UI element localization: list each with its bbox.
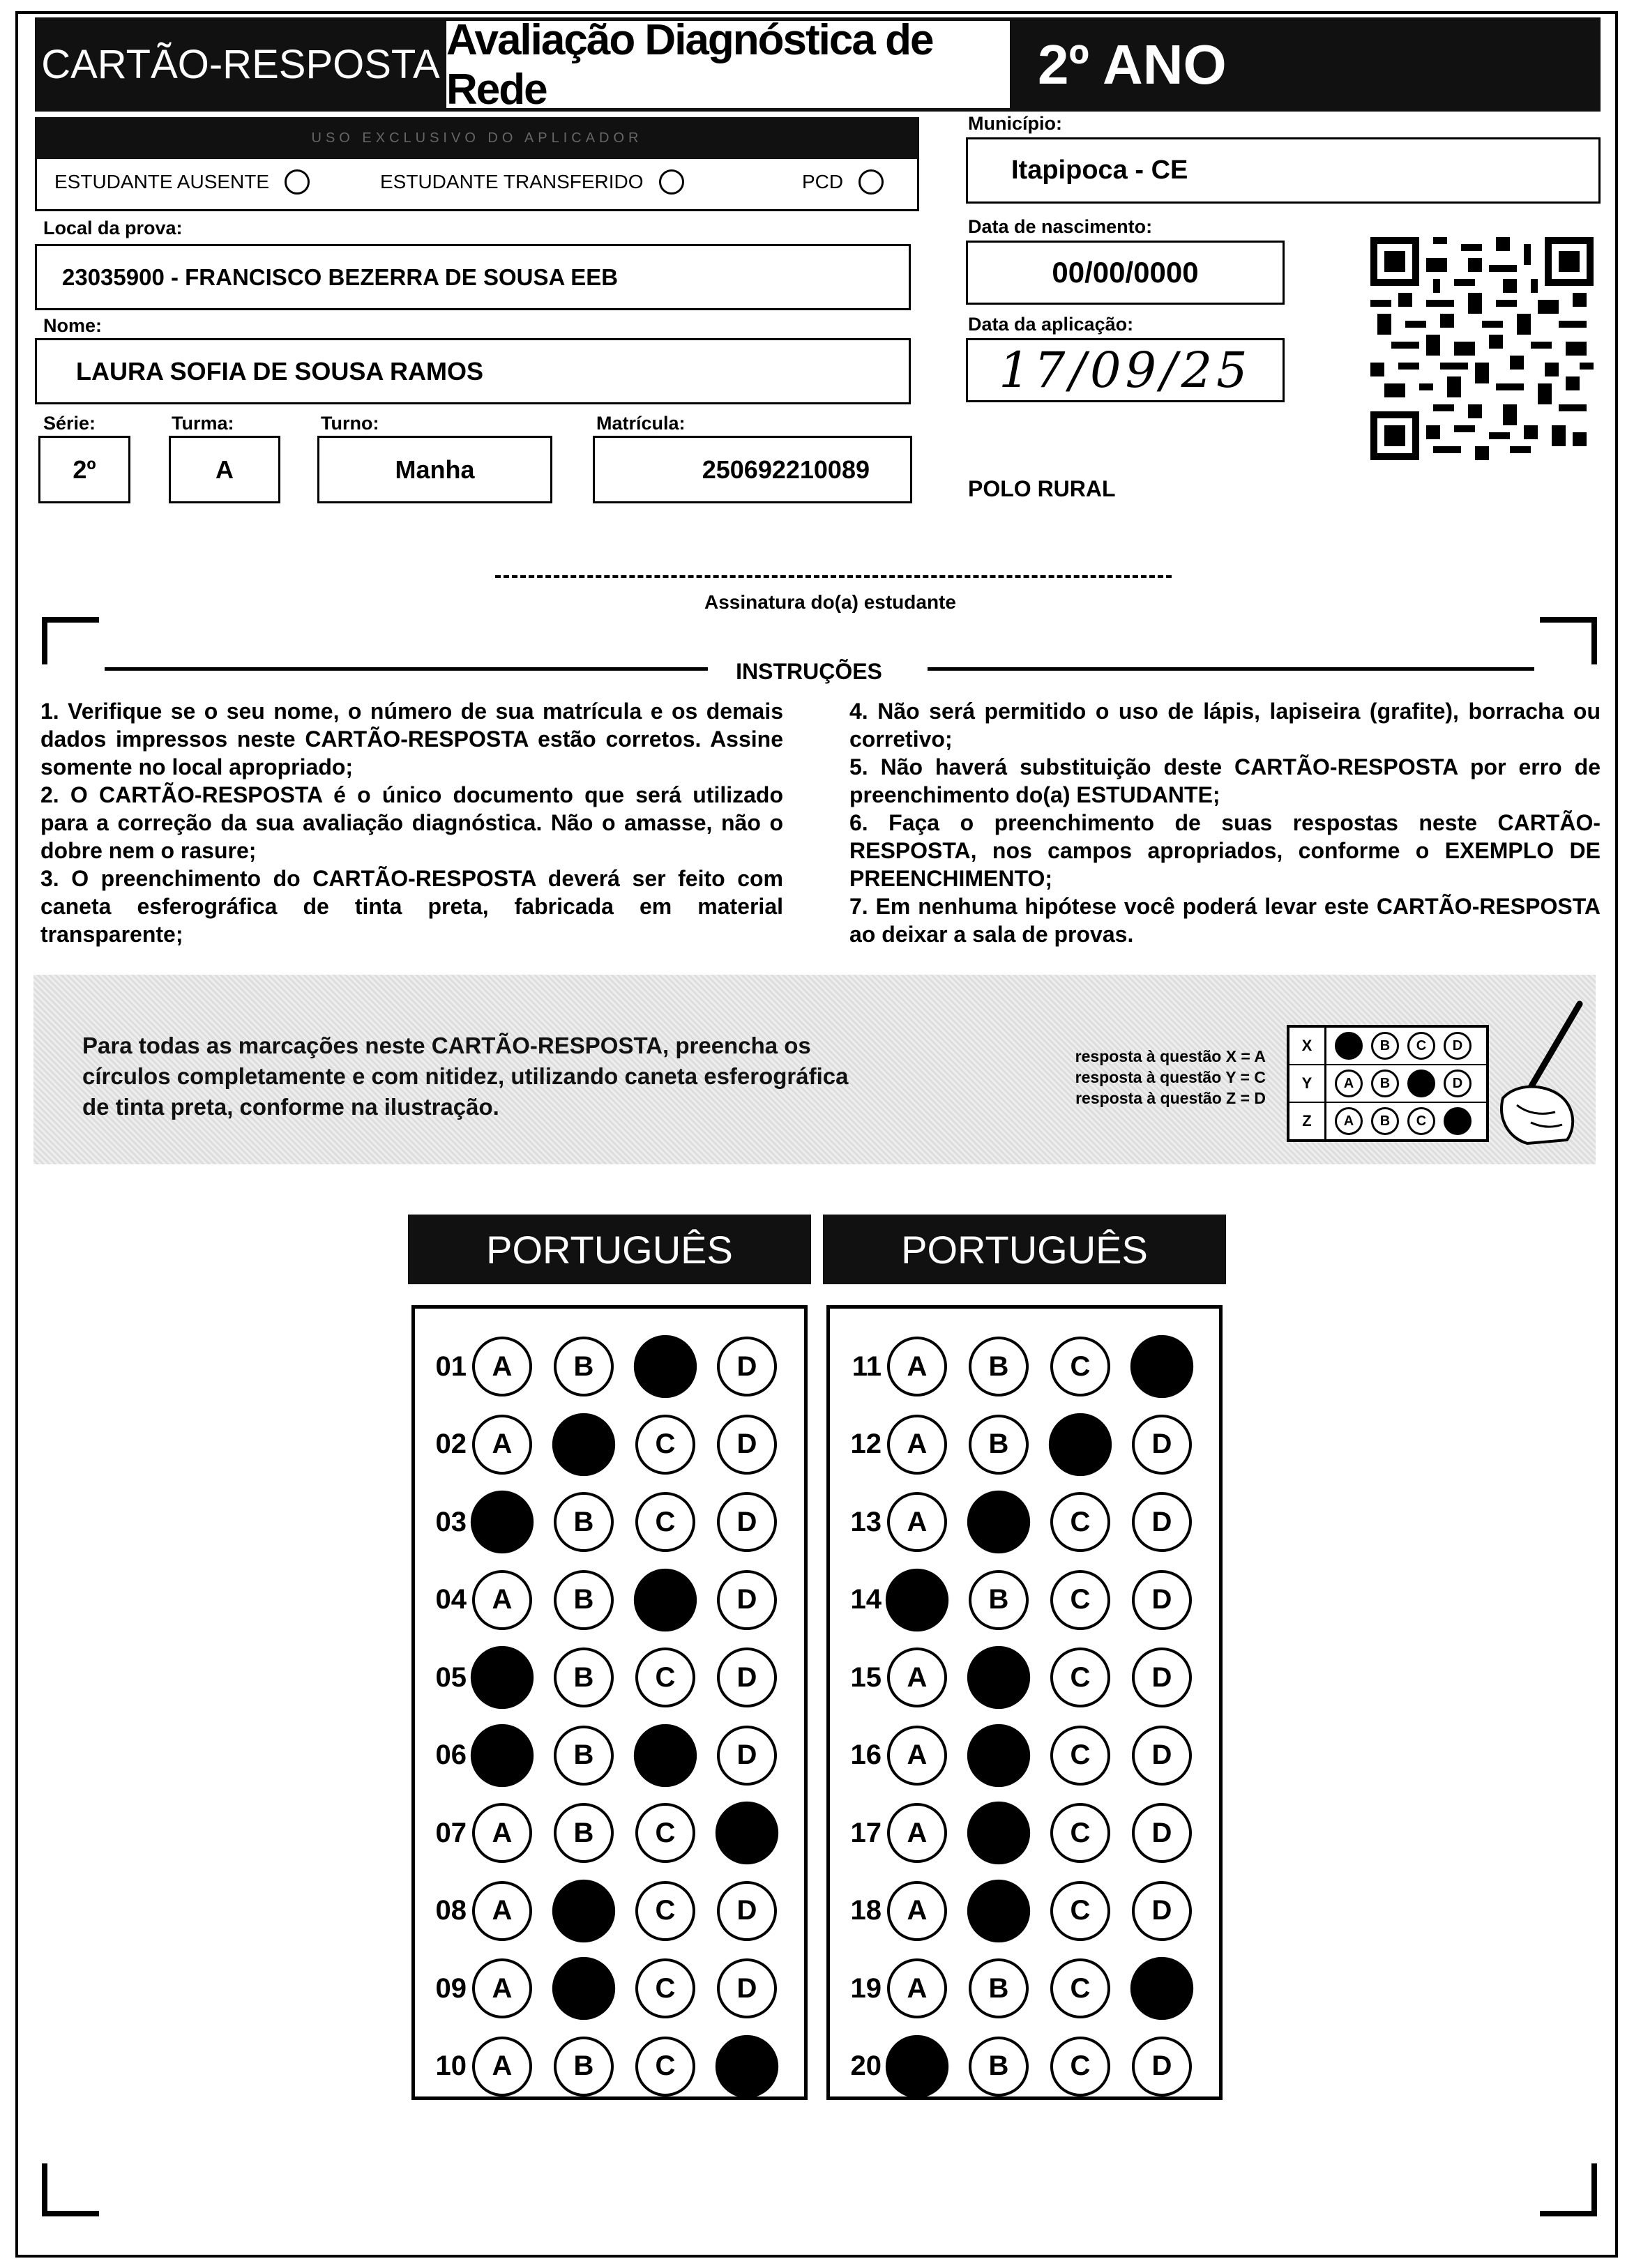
answer-bubble-c[interactable]: C bbox=[635, 1647, 695, 1707]
answer-bubble-b[interactable]: B bbox=[554, 1726, 614, 1786]
evaluation-title: Avaliação Diagnóstica de Rede bbox=[446, 21, 1010, 108]
example-bubble-b: B bbox=[1371, 1032, 1399, 1060]
instruction-5: 5. Não haverá substituição deste CARTÃO-RESPOSTA por erro de preenchimento do(a) ESTUDANTE; bbox=[849, 754, 1601, 807]
instructions-rule-left bbox=[105, 667, 708, 671]
example-bubble-a: A bbox=[1335, 1070, 1363, 1097]
question-number: 14 bbox=[850, 1584, 882, 1615]
question-row bbox=[830, 1333, 1213, 1400]
example-question-label: X bbox=[1289, 1028, 1326, 1064]
answer-bubble-d[interactable]: D bbox=[1132, 1881, 1192, 1941]
answer-bubble-a[interactable]: A bbox=[472, 1415, 532, 1475]
answer-bubble-c[interactable]: C bbox=[1050, 1337, 1110, 1396]
name-label: Nome: bbox=[43, 315, 103, 336]
question-number: 08 bbox=[435, 1895, 467, 1926]
section-title: PORTUGUÊS bbox=[823, 1215, 1226, 1284]
example-bubble-a bbox=[1335, 1032, 1363, 1060]
serie-field bbox=[38, 436, 130, 503]
absent-label: ESTUDANTE AUSENTE bbox=[54, 171, 270, 192]
answer-bubble-d[interactable]: D bbox=[1132, 1726, 1192, 1786]
example-bubble-a: A bbox=[1335, 1107, 1363, 1135]
question-row bbox=[830, 1955, 1213, 2022]
answer-bubble-b[interactable]: B bbox=[969, 1958, 1029, 2018]
question-number: 06 bbox=[435, 1740, 467, 1770]
answer-bubble-a[interactable] bbox=[471, 1491, 534, 1553]
answer-bubble-b[interactable] bbox=[967, 1646, 1030, 1709]
local-label: Local da prova: bbox=[43, 218, 183, 238]
answer-bubble-d[interactable] bbox=[1130, 1335, 1193, 1398]
answer-box bbox=[411, 1305, 808, 2100]
answer-bubble-c[interactable]: C bbox=[1050, 1570, 1110, 1630]
absent-radio[interactable] bbox=[285, 169, 310, 195]
answer-bubble-b[interactable]: B bbox=[554, 1803, 614, 1863]
aplicacao-handwritten: 17/09/25 bbox=[999, 342, 1252, 399]
name-value: LAURA SOFIA DE SOUSA RAMOS bbox=[76, 356, 484, 386]
question-row bbox=[415, 1722, 799, 1789]
example-bubble-c: C bbox=[1407, 1032, 1435, 1060]
instruction-4: 4. Não será permitido o uso de lápis, lapiseira (grafite), borracha ou corretivo; bbox=[849, 699, 1601, 752]
answer-bubble-c[interactable]: C bbox=[635, 2037, 695, 2096]
turno-label: Turno: bbox=[321, 413, 379, 434]
answer-bubble-d[interactable]: D bbox=[1132, 2037, 1192, 2096]
answer-bubble-d[interactable] bbox=[716, 2034, 778, 2097]
corner-bottom-left bbox=[42, 2163, 99, 2216]
turno-field bbox=[317, 436, 552, 503]
example-question-label: Z bbox=[1289, 1103, 1326, 1139]
nascimento-label: Data de nascimento: bbox=[968, 216, 1153, 237]
matricula-label: Matrícula: bbox=[596, 413, 686, 434]
section-title: PORTUGUÊS bbox=[408, 1215, 811, 1284]
answer-bubble-d[interactable]: D bbox=[717, 1726, 777, 1786]
example-row bbox=[1289, 1028, 1486, 1065]
fill-example-legend bbox=[973, 1046, 1266, 1109]
answer-bubble-c[interactable] bbox=[634, 1723, 697, 1786]
fill-example-grid bbox=[1287, 1025, 1489, 1142]
answer-bubble-a[interactable]: A bbox=[472, 1803, 532, 1863]
question-row bbox=[830, 1722, 1213, 1789]
instructions-title: INSTRUÇÕES bbox=[736, 659, 882, 684]
question-number: 19 bbox=[850, 1972, 882, 2004]
example-row bbox=[1289, 1103, 1486, 1139]
answer-bubble-c[interactable]: C bbox=[635, 1492, 695, 1552]
question-number: 15 bbox=[850, 1661, 882, 1693]
answer-bubble-d[interactable] bbox=[716, 1802, 778, 1864]
example-bubble-d: D bbox=[1444, 1070, 1472, 1097]
question-row bbox=[415, 2033, 799, 2100]
instruction-2: 2. O CARTÃO-RESPOSTA é o único documento que será utilizado para a correção da sua avaliação diagnóstica. Não o amasse, não o dobre nem o rasure; bbox=[40, 782, 783, 863]
municipio-value: Itapipoca - CE bbox=[1011, 155, 1188, 185]
example-bubble-b: B bbox=[1371, 1107, 1399, 1135]
pcd-radio[interactable] bbox=[858, 169, 884, 195]
answer-bubble-b[interactable]: B bbox=[554, 1647, 614, 1707]
answer-bubble-d[interactable]: D bbox=[1132, 1570, 1192, 1630]
matricula-field bbox=[593, 436, 912, 503]
question-row bbox=[415, 1333, 799, 1400]
question-number: 03 bbox=[435, 1506, 467, 1537]
question-number: 20 bbox=[850, 2050, 882, 2081]
turma-label: Turma: bbox=[172, 413, 234, 434]
answer-bubble-a[interactable]: A bbox=[887, 1958, 947, 2018]
answer-bubble-a[interactable] bbox=[886, 1568, 948, 1631]
instruction-7: 7. Em nenhuma hipótese você poderá levar este CARTÃO-RESPOSTA ao deixar a sala de provas. bbox=[849, 894, 1601, 947]
question-number: 05 bbox=[435, 1661, 467, 1693]
instruction-1: 1. Verifique se o seu nome, o número de sua matrícula e os demais dados impressos neste CARTÃO-RESPOSTA estão corretos. Assine somente no local apropriado; bbox=[40, 699, 783, 779]
local-value: 23035900 - FRANCISCO BEZERRA DE SOUSA EEB bbox=[62, 264, 619, 290]
answer-bubble-c[interactable]: C bbox=[635, 1803, 695, 1863]
example-bubble-d: D bbox=[1444, 1032, 1472, 1060]
question-number: 13 bbox=[850, 1506, 882, 1537]
corner-top-right bbox=[1540, 617, 1597, 664]
serie-label: Série: bbox=[43, 413, 96, 434]
answer-bubble-b[interactable]: B bbox=[969, 1415, 1029, 1475]
answer-bubble-a[interactable] bbox=[471, 1646, 534, 1709]
answer-bubble-d[interactable]: D bbox=[717, 1958, 777, 2018]
answer-bubble-c[interactable]: C bbox=[1050, 1647, 1110, 1707]
question-number: 12 bbox=[850, 1429, 882, 1459]
answer-bubble-b[interactable]: B bbox=[554, 2037, 614, 2096]
nascimento-field bbox=[966, 241, 1285, 305]
pcd-option[interactable] bbox=[802, 169, 884, 195]
question-row bbox=[830, 1567, 1213, 1634]
serie-value: 2º bbox=[73, 455, 96, 484]
municipio-field bbox=[966, 137, 1601, 204]
card-title: CARTÃO-RESPOSTA bbox=[41, 42, 440, 87]
corner-bottom-right bbox=[1540, 2163, 1597, 2216]
question-number: 09 bbox=[435, 1972, 467, 2004]
question-row bbox=[830, 1644, 1213, 1711]
answer-bubble-b[interactable] bbox=[552, 1413, 615, 1475]
answer-bubble-d[interactable]: D bbox=[1132, 1647, 1192, 1707]
answer-bubble-c[interactable] bbox=[1049, 1413, 1112, 1475]
answer-bubble-b[interactable]: B bbox=[969, 1337, 1029, 1396]
answer-bubble-a[interactable]: A bbox=[472, 1881, 532, 1941]
instructions-left bbox=[40, 697, 783, 948]
polo-label: POLO RURAL bbox=[968, 476, 1116, 501]
legend-line-x: resposta à questão X = A bbox=[1075, 1047, 1266, 1065]
nascimento-value: 00/00/0000 bbox=[1052, 256, 1199, 289]
answer-bubble-a[interactable]: A bbox=[887, 1337, 947, 1396]
example-bubble-b: B bbox=[1371, 1070, 1399, 1097]
legend-line-y: resposta à questão Y = C bbox=[1075, 1068, 1266, 1086]
answer-bubble-a[interactable]: A bbox=[472, 1958, 532, 2018]
answer-bubble-c[interactable]: C bbox=[1050, 1803, 1110, 1863]
answer-bubble-a[interactable]: A bbox=[887, 1415, 947, 1475]
answer-bubble-c[interactable]: C bbox=[1050, 1492, 1110, 1552]
question-number: 11 bbox=[852, 1350, 882, 1382]
question-row bbox=[415, 1644, 799, 1711]
instruction-3: 3. O preenchimento do CARTÃO-RESPOSTA deverá ser feito com caneta esferográfica de tinta preta, fabricada em material transparente; bbox=[40, 866, 783, 947]
answer-bubble-d[interactable]: D bbox=[717, 1881, 777, 1941]
answer-bubble-b[interactable]: B bbox=[969, 1570, 1029, 1630]
answer-bubble-b[interactable] bbox=[552, 1879, 615, 1942]
pcd-label: PCD bbox=[802, 171, 844, 192]
qr-code-icon bbox=[1370, 237, 1594, 460]
aplicacao-label: Data da aplicação: bbox=[968, 314, 1134, 335]
instruction-6: 6. Faça o preenchimento de suas respostas neste CARTÃO-RESPOSTA, nos campos apropriados, conforme o EXEMPLO DE PREENCHIMENTO; bbox=[849, 810, 1601, 891]
answer-bubble-c[interactable]: C bbox=[635, 1958, 695, 2018]
fill-example-text: Para todas as marcações neste CARTÃO-RESPOSTA, preencha os círculos completamente e com nitidez, utilizando caneta esferográfica de tinta preta, conforme na ilustração. bbox=[82, 1033, 849, 1120]
question-row bbox=[415, 1955, 799, 2022]
example-bubble-d bbox=[1444, 1107, 1472, 1135]
answer-bubble-d[interactable]: D bbox=[717, 1492, 777, 1552]
signature-line[interactable] bbox=[495, 575, 1172, 578]
answer-bubble-d[interactable]: D bbox=[717, 1647, 777, 1707]
legend-line-z: resposta à questão Z = D bbox=[1075, 1089, 1266, 1107]
example-question-label: Y bbox=[1289, 1065, 1326, 1102]
answer-bubble-c[interactable] bbox=[634, 1335, 697, 1398]
municipio-label: Município: bbox=[968, 113, 1062, 134]
answer-bubble-b[interactable] bbox=[967, 1723, 1030, 1786]
question-number: 07 bbox=[435, 1817, 467, 1848]
example-row bbox=[1289, 1065, 1486, 1103]
question-number: 02 bbox=[435, 1429, 467, 1459]
answer-bubble-a[interactable]: A bbox=[887, 1647, 947, 1707]
answer-bubble-b[interactable]: B bbox=[554, 1570, 614, 1630]
answer-bubble-d[interactable]: D bbox=[1132, 1492, 1192, 1552]
answer-bubble-a[interactable] bbox=[471, 1723, 534, 1786]
answer-bubble-d[interactable]: D bbox=[717, 1415, 777, 1475]
transferred-option[interactable] bbox=[380, 169, 684, 195]
answer-bubble-b[interactable]: B bbox=[969, 2037, 1029, 2096]
answer-bubble-c[interactable]: C bbox=[1050, 1881, 1110, 1941]
turma-value: A bbox=[215, 455, 234, 484]
answer-bubble-a[interactable]: A bbox=[472, 1337, 532, 1396]
question-row bbox=[830, 1489, 1213, 1555]
corner-top-left bbox=[42, 617, 99, 664]
question-row bbox=[415, 1567, 799, 1634]
answer-bubble-c[interactable]: C bbox=[1050, 1726, 1110, 1786]
answer-bubble-a[interactable]: A bbox=[887, 1492, 947, 1552]
answer-bubble-c[interactable]: C bbox=[635, 1881, 695, 1941]
answer-bubble-c[interactable]: C bbox=[635, 1415, 695, 1475]
transferred-label: ESTUDANTE TRANSFERIDO bbox=[380, 171, 644, 192]
answer-bubble-d[interactable]: D bbox=[1132, 1803, 1192, 1863]
answer-bubble-b[interactable] bbox=[967, 1802, 1030, 1864]
answer-bubble-c[interactable] bbox=[634, 1568, 697, 1631]
answer-bubble-d[interactable]: D bbox=[1132, 1415, 1192, 1475]
instructions-right bbox=[849, 697, 1601, 948]
question-number: 17 bbox=[850, 1817, 882, 1848]
turno-value: Manha bbox=[395, 455, 475, 484]
name-field bbox=[35, 338, 911, 404]
answer-bubble-a[interactable]: A bbox=[472, 1570, 532, 1630]
answer-bubble-a[interactable]: A bbox=[887, 1881, 947, 1941]
answer-bubble-c[interactable]: C bbox=[1050, 2037, 1110, 2096]
answer-bubble-b[interactable] bbox=[967, 1491, 1030, 1553]
question-number: 04 bbox=[435, 1584, 467, 1615]
question-row bbox=[830, 2033, 1213, 2100]
answer-bubble-b[interactable] bbox=[967, 1879, 1030, 1942]
instructions-rule-right bbox=[928, 667, 1534, 671]
answer-bubble-a[interactable] bbox=[886, 2034, 948, 2097]
answer-bubble-c[interactable]: C bbox=[1050, 1958, 1110, 2018]
grade-title: 2º ANO bbox=[1038, 33, 1227, 96]
signature-label: Assinatura do(a) estudante bbox=[704, 591, 956, 613]
answer-bubble-b[interactable]: B bbox=[554, 1492, 614, 1552]
answer-bubble-a[interactable]: A bbox=[887, 1726, 947, 1786]
answer-box bbox=[826, 1305, 1223, 2100]
matricula-value: 250692210089 bbox=[702, 455, 870, 484]
answer-bubble-b[interactable] bbox=[552, 1957, 615, 2020]
answer-bubble-d[interactable] bbox=[1130, 1957, 1193, 2020]
answer-bubble-d[interactable]: D bbox=[717, 1337, 777, 1396]
example-bubble-c: C bbox=[1407, 1107, 1435, 1135]
question-row bbox=[415, 1799, 799, 1866]
question-number: 10 bbox=[435, 2050, 467, 2081]
aplicacao-field[interactable] bbox=[966, 338, 1285, 402]
question-row bbox=[830, 1411, 1213, 1478]
applicator-bar: USO EXCLUSIVO DO APLICADOR bbox=[35, 117, 919, 159]
absent-option[interactable] bbox=[54, 169, 310, 195]
question-number: 01 bbox=[435, 1350, 467, 1382]
transferred-radio[interactable] bbox=[659, 169, 684, 195]
answer-bubble-b[interactable]: B bbox=[554, 1337, 614, 1396]
example-bubble-c bbox=[1407, 1070, 1435, 1097]
answer-bubble-a[interactable]: A bbox=[472, 2037, 532, 2096]
turma-field bbox=[169, 436, 280, 503]
question-number: 16 bbox=[850, 1740, 882, 1770]
question-row bbox=[830, 1878, 1213, 1944]
question-row bbox=[830, 1799, 1213, 1866]
question-number: 18 bbox=[850, 1895, 882, 1926]
hand-with-pen-icon bbox=[1489, 1000, 1587, 1147]
local-field bbox=[35, 244, 911, 310]
answer-bubble-a[interactable]: A bbox=[887, 1803, 947, 1863]
question-row bbox=[415, 1878, 799, 1944]
question-row bbox=[415, 1489, 799, 1555]
question-row bbox=[415, 1411, 799, 1478]
answer-bubble-d[interactable]: D bbox=[717, 1570, 777, 1630]
